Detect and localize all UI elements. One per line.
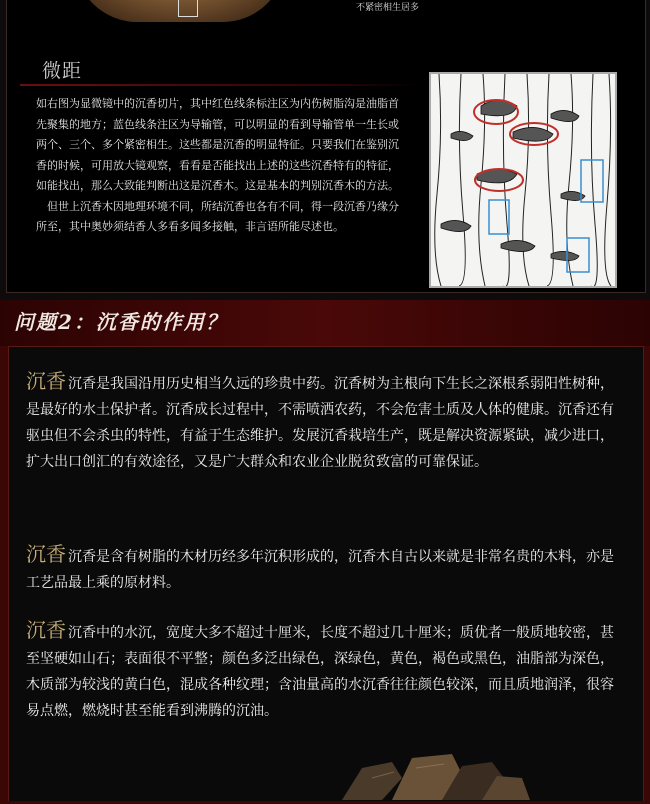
paragraph-lead: 沉香: [26, 369, 66, 393]
usage-paragraph: [26, 368, 626, 475]
globe-highlight-box: [178, 0, 198, 17]
paragraph-text: 沉香是含有树脂的木材历经多年沉积形成的，沉香木自古以来就是非常名贵的木料，亦是工艺品最上乘的原材料。: [26, 549, 614, 591]
usage-paragraph: [26, 617, 626, 724]
microscope-description: [36, 94, 408, 238]
microscope-paragraph: 但世上沉香木因地理环境不同，所结沉香也各有不同，得一段沉香乃缘分所至，其中奥妙须结香人多看多闻多接触，非言语所能尽述也。: [36, 199, 399, 233]
micrograph-diagram: [429, 72, 617, 288]
title-divider: [20, 84, 420, 86]
paragraph-lead: 沉香: [26, 542, 66, 566]
paragraph-text: 沉香是我国沿用历史相当久远的珍贵中药。沉香树为主根向下生长之深根系弱阳性树种，是最好的水土保护者。沉香成长过程中，不需喷洒农药，不会危害土质及人体的健康。沉香还有驱虫但不会杀虫的特性，有益于生态维护。发展沉香栽培生产，既是解决资源紧缺，减少进口，扩大出口创汇的有效途径，又是广大群众和农业企业脱贫致富的可靠保证。: [26, 376, 614, 470]
agarwood-pieces-image: [332, 748, 532, 800]
paragraph-text: 沉香中的水沉，宽度大多不超过十厘米，长度不超过几十厘米；质优者一般质地较密，甚至坚硬如山石；表面很不平整；颜色多泛出绿色，深绿色，黄色，褐色或黑色，油脂部为深色，木质部为较浅的黄白色，混成各种纹理；含油量高的水沉香往往颜色较深，而且质地润泽，很容易点燃，燃烧时甚至能看到沸腾的沉油。: [26, 625, 614, 719]
question-title: 问题2：沉香的作用？: [14, 310, 228, 334]
usage-paragraph: [26, 541, 626, 596]
micrograph-svg: [431, 74, 615, 286]
section-title: 微距: [42, 60, 83, 82]
agarwood-pieces-svg: [332, 748, 532, 800]
microscope-paragraph: 如右图为显微镜中的沉香切片，其中红色线条标注区为内伤树脂沟是油脂首先聚集的地方；蓝色线条注区为导输管，可以明显的看到导输管单一生长或两个、三个、多个紧密相生。这些都是沉香的明显特征。只要我们在鉴别沉香的时候，可用放大镜观察，看看是否能找出上述的这些沉香特有的特征，如能找出，那么大致能判断出这是沉香木。这是基本的判别沉香木的方法。: [36, 97, 399, 192]
diagram-caption: 不紧密相生居多: [356, 3, 420, 13]
paragraph-lead: 沉香: [26, 618, 66, 642]
